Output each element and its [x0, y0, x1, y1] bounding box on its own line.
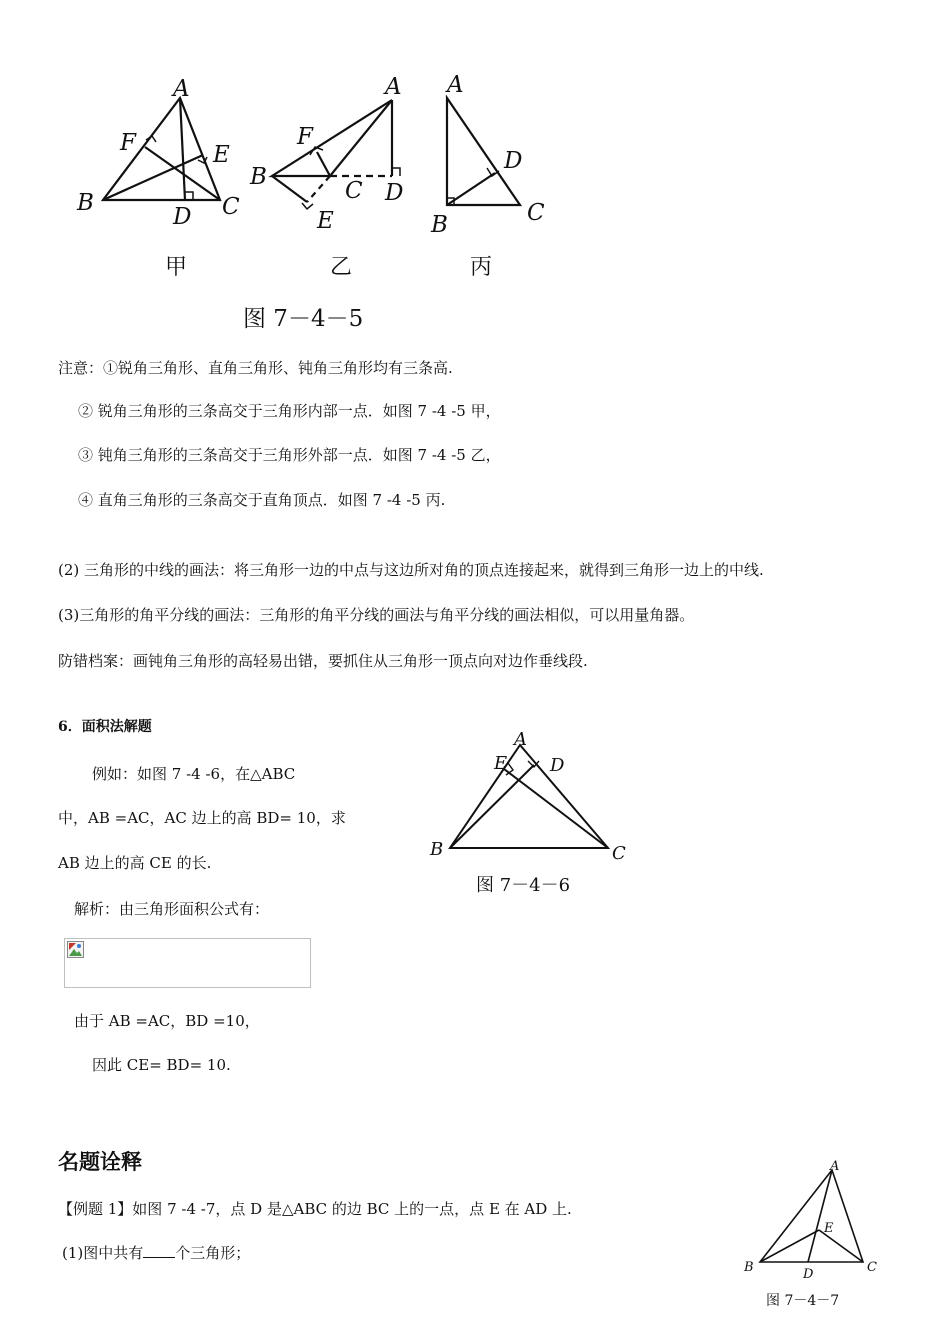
figure-7-4-7	[738, 1158, 888, 1318]
section-6-line-5: 由于 AB =AC，BD =10，	[74, 1012, 260, 1030]
bing-label-c: C	[527, 200, 545, 226]
example-1: 【例题 1】如图 7 -4 -7，点 D 是△ABC 的边 BC 上的一点，点 E 在 AD 上.	[58, 1200, 572, 1218]
question-1	[62, 1242, 250, 1263]
jia-label-a: A	[173, 76, 190, 102]
fig746-label-e: E	[494, 753, 508, 774]
section-6-title: 6．面积法解题	[58, 719, 152, 735]
note-2: ② 锐角三角形的三条高交于三角形内部一点．如图 7 -4 -5 甲，	[78, 402, 501, 420]
formula-image-placeholder	[64, 938, 311, 988]
sub-label-yi: 乙	[330, 255, 353, 280]
fig747-label-a: A	[830, 1159, 840, 1174]
paragraph-bisector: (3)三角形的角平分线的画法：三角形的角平分线的画法与角平分线的画法相似，可以用量角器。	[58, 606, 695, 624]
yi-label-e: E	[317, 208, 334, 234]
jia-label-b: B	[77, 190, 94, 216]
fig746-label-d: D	[550, 755, 565, 776]
fig747-label-c: C	[867, 1260, 877, 1275]
figure-7-4-6	[420, 725, 640, 900]
fig746-label-c: C	[612, 843, 626, 864]
jia-label-c: C	[222, 194, 240, 220]
section-6-line-2: 中，AB =AC，AC 边上的高 BD= 10，求	[58, 809, 346, 827]
question-1-after: 个三角形；	[175, 1244, 251, 1262]
paragraph-median: (2) 三角形的中线的画法：将三角形一边的中点与这边所对角的顶点连接起来，就得到三角形一边上的中线.	[58, 561, 764, 579]
note-4: ④ 直角三角形的三条高交于直角顶点．如图 7 -4 -5 丙.	[78, 491, 446, 509]
jia-label-e: E	[213, 142, 230, 168]
yi-label-c: C	[345, 178, 363, 204]
sub-label-jia: 甲	[165, 255, 188, 280]
question-1-before: (1)图中共有	[62, 1244, 144, 1262]
yi-label-a: A	[385, 74, 402, 100]
fig747-label-b: B	[744, 1260, 754, 1275]
jia-label-d: D	[173, 204, 192, 230]
section-6-line-6: 因此 CE= BD= 10.	[92, 1056, 231, 1074]
note-3: ③ 钝角三角形的三条高交于三角形外部一点．如图 7 -4 -5 乙，	[78, 446, 501, 464]
bing-label-a: A	[447, 72, 464, 98]
paragraph-error-file: 防错档案：画钝角三角形的高轻易出错，要抓住从三角形一顶点向对边作垂线段.	[58, 652, 588, 670]
section-6-line-1: 例如：如图 7 -4 -6，在△ABC	[92, 765, 296, 783]
figure-7-4-5-caption: 图 7－4－5	[243, 306, 364, 332]
yi-label-d: D	[385, 180, 404, 206]
note-1: 注意：①锐角三角形、直角三角形、钝角三角形均有三条高.	[58, 359, 453, 377]
bing-label-d: D	[504, 148, 523, 174]
figure-7-4-5	[55, 60, 575, 340]
answer-blank[interactable]	[143, 1243, 175, 1258]
sub-label-bing: 丙	[470, 255, 493, 280]
yi-label-b: B	[250, 164, 267, 190]
fig747-label-e: E	[824, 1221, 834, 1236]
broken-image-icon	[67, 941, 85, 959]
yi-altitude-cf	[317, 152, 330, 176]
fig746-label-b: B	[430, 839, 444, 860]
yi-triangle	[272, 100, 392, 176]
fig747-label-d: D	[803, 1267, 814, 1282]
figure-7-4-7-caption: 图 7－4－7	[766, 1293, 840, 1309]
bing-label-b: B	[431, 212, 448, 238]
jia-label-f: F	[120, 130, 136, 156]
fig746-label-a: A	[514, 729, 527, 750]
section-ming-title: 名题诠释	[58, 1150, 142, 1174]
figure-7-4-6-caption: 图 7－4－6	[476, 875, 571, 896]
yi-label-f: F	[297, 124, 313, 150]
section-6-line-3: AB 边上的高 CE 的长.	[58, 854, 212, 872]
section-6-line-4: 解析：由三角形面积公式有：	[74, 900, 270, 918]
jia-altitude-ad	[180, 98, 185, 200]
